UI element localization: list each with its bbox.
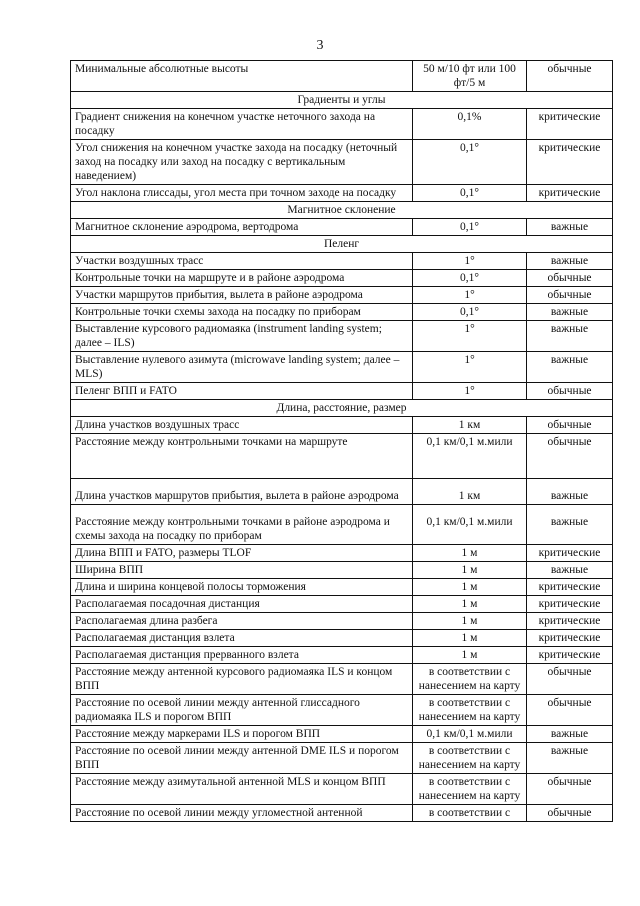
table-row (71, 109, 613, 140)
classification-cell: критические (527, 596, 613, 613)
parameter-cell: Длина участков маршрутов прибытия, вылета в районе аэродрома (71, 479, 413, 505)
parameter-cell: Расстояние между контрольными точками в районе аэродрома и схемы захода на посадку по приборам (71, 505, 413, 545)
classification-cell: важные (527, 505, 613, 545)
classification-cell: критические (527, 647, 613, 664)
parameter-cell: Минимальные абсолютные высоты (71, 61, 413, 92)
accuracy-cell: в соответствии с нанесением на карту (413, 664, 527, 695)
accuracy-cell: в соответствии с (413, 805, 527, 822)
parameter-cell: Участки маршрутов прибытия, вылета в районе аэродрома (71, 287, 413, 304)
accuracy-cell: 1 м (413, 579, 527, 596)
accuracy-cell: в соответствии с нанесением на карту (413, 695, 527, 726)
table-row (71, 352, 613, 383)
table-row (71, 726, 613, 743)
parameter-cell: Длина ВПП и FATO, размеры TLOF (71, 545, 413, 562)
table-row (71, 505, 613, 545)
classification-cell: важные (527, 562, 613, 579)
classification-cell: критические (527, 185, 613, 202)
classification-cell: важные (527, 352, 613, 383)
accuracy-cell: 1 км (413, 479, 527, 505)
table-row (71, 253, 613, 270)
classification-cell: критические (527, 579, 613, 596)
parameter-cell: Длина и ширина концевой полосы торможения (71, 579, 413, 596)
parameter-cell: Магнитное склонение аэродрома, вертодрома (71, 219, 413, 236)
classification-cell: важные (527, 479, 613, 505)
parameter-cell: Участки воздушных трасс (71, 253, 413, 270)
parameter-cell: Выставление курсового радиомаяка (instrument landing system; далее – ILS) (71, 321, 413, 352)
table-row (71, 647, 613, 664)
table-row (71, 321, 613, 352)
parameter-cell: Расстояние по осевой линии между угломестной антенной (71, 805, 413, 822)
table-row (71, 383, 613, 400)
classification-cell: обычные (527, 805, 613, 822)
accuracy-cell: 0,1° (413, 185, 527, 202)
table-row (71, 61, 613, 92)
page-number: 3 (316, 38, 324, 53)
classification-cell: важные (527, 304, 613, 321)
table-row (71, 185, 613, 202)
accuracy-cell: 1 км (413, 417, 527, 434)
accuracy-cell: 1 м (413, 647, 527, 664)
accuracy-cell: в соответствии с нанесением на карту (413, 743, 527, 774)
classification-cell: критические (527, 630, 613, 647)
table-row (71, 562, 613, 579)
accuracy-cell: 1° (413, 352, 527, 383)
parameter-cell: Ширина ВПП (71, 562, 413, 579)
table-row (71, 664, 613, 695)
classification-cell: обычные (527, 270, 613, 287)
accuracy-cell: 1 м (413, 545, 527, 562)
table-row (71, 695, 613, 726)
parameter-cell: Расстояние по осевой линии между антенной DME ILS и порогом ВПП (71, 743, 413, 774)
table-row (71, 140, 613, 185)
classification-cell: обычные (527, 417, 613, 434)
accuracy-cell: 50 м/10 фт или 100 фт/5 м (413, 61, 527, 92)
table-row (71, 287, 613, 304)
accuracy-cell: 1 м (413, 596, 527, 613)
table-row (71, 304, 613, 321)
table-row (71, 596, 613, 613)
accuracy-cell: 1 м (413, 613, 527, 630)
classification-cell: обычные (527, 774, 613, 805)
table-row (71, 479, 613, 505)
section-header-row (71, 400, 613, 417)
table-row (71, 613, 613, 630)
parameter-cell: Расстояние по осевой линии между антенной глиссадного радиомаяка ILS и порогом ВПП (71, 695, 413, 726)
classification-cell: критические (527, 545, 613, 562)
classification-cell: критические (527, 109, 613, 140)
classification-cell: обычные (527, 61, 613, 92)
parameter-cell: Контрольные точки на маршруте и в районе аэродрома (71, 270, 413, 287)
classification-cell: важные (527, 219, 613, 236)
classification-cell: обычные (527, 287, 613, 304)
parameter-cell: Расстояние между контрольными точками на маршруте (71, 434, 413, 479)
table-row (71, 219, 613, 236)
accuracy-cell: в соответствии с нанесением на карту (413, 774, 527, 805)
accuracy-cell: 0,1 км/0,1 м.мили (413, 726, 527, 743)
parameter-cell: Градиент снижения на конечном участке неточного захода на посадку (71, 109, 413, 140)
accuracy-cell: 0,1° (413, 270, 527, 287)
classification-cell: обычные (527, 664, 613, 695)
accuracy-cell: 0,1% (413, 109, 527, 140)
parameter-cell: Расстояние между азимутальной антенной MLS и концом ВПП (71, 774, 413, 805)
parameter-cell: Располагаемая дистанция прерванного взлета (71, 647, 413, 664)
parameter-cell: Длина участков воздушных трасс (71, 417, 413, 434)
accuracy-cell: 0,1° (413, 304, 527, 321)
accuracy-cell: 1 м (413, 562, 527, 579)
parameter-cell: Выставление нулевого азимута (microwave landing system; далее – MLS) (71, 352, 413, 383)
section-title: Пеленг (71, 236, 613, 253)
classification-cell: важные (527, 321, 613, 352)
classification-cell: важные (527, 253, 613, 270)
parameter-cell: Располагаемая посадочная дистанция (71, 596, 413, 613)
parameter-cell: Располагаемая длина разбега (71, 613, 413, 630)
parameter-cell: Угол снижения на конечном участке захода на посадку (неточный заход на посадку или заход на посадку с вертикальным наведением) (71, 140, 413, 185)
table-row (71, 270, 613, 287)
parameter-cell: Пеленг ВПП и FATO (71, 383, 413, 400)
classification-cell: обычные (527, 695, 613, 726)
table-row (71, 805, 613, 822)
parameter-cell: Расстояние между антенной курсового радиомаяка ILS и концом ВПП (71, 664, 413, 695)
section-header-row (71, 202, 613, 219)
section-title: Магнитное склонение (71, 202, 613, 219)
accuracy-cell: 0,1° (413, 219, 527, 236)
table-row (71, 579, 613, 596)
classification-cell: критические (527, 140, 613, 185)
section-title: Длина, расстояние, размер (71, 400, 613, 417)
parameter-cell: Контрольные точки схемы захода на посадку по приборам (71, 304, 413, 321)
accuracy-cell: 1° (413, 287, 527, 304)
accuracy-cell: 1° (413, 383, 527, 400)
table-row (71, 774, 613, 805)
classification-cell: обычные (527, 434, 613, 479)
table-row (71, 434, 613, 479)
accuracy-cell: 0,1 км/0,1 м.мили (413, 505, 527, 545)
parameter-cell: Располагаемая дистанция взлета (71, 630, 413, 647)
accuracy-cell: 1° (413, 321, 527, 352)
classification-cell: важные (527, 726, 613, 743)
section-title: Градиенты и углы (71, 92, 613, 109)
section-header-row (71, 236, 613, 253)
table-row (71, 417, 613, 434)
parameter-cell: Угол наклона глиссады, угол места при точном заходе на посадку (71, 185, 413, 202)
accuracy-table (70, 60, 613, 822)
table-row (71, 743, 613, 774)
classification-cell: важные (527, 743, 613, 774)
accuracy-cell: 1 м (413, 630, 527, 647)
accuracy-cell: 0,1 км/0,1 м.мили (413, 434, 527, 479)
classification-cell: обычные (527, 383, 613, 400)
table-row (71, 630, 613, 647)
accuracy-cell: 0,1° (413, 140, 527, 185)
classification-cell: критические (527, 613, 613, 630)
accuracy-cell: 1° (413, 253, 527, 270)
table-row (71, 545, 613, 562)
parameter-cell: Расстояние между маркерами ILS и порогом ВПП (71, 726, 413, 743)
section-header-row (71, 92, 613, 109)
